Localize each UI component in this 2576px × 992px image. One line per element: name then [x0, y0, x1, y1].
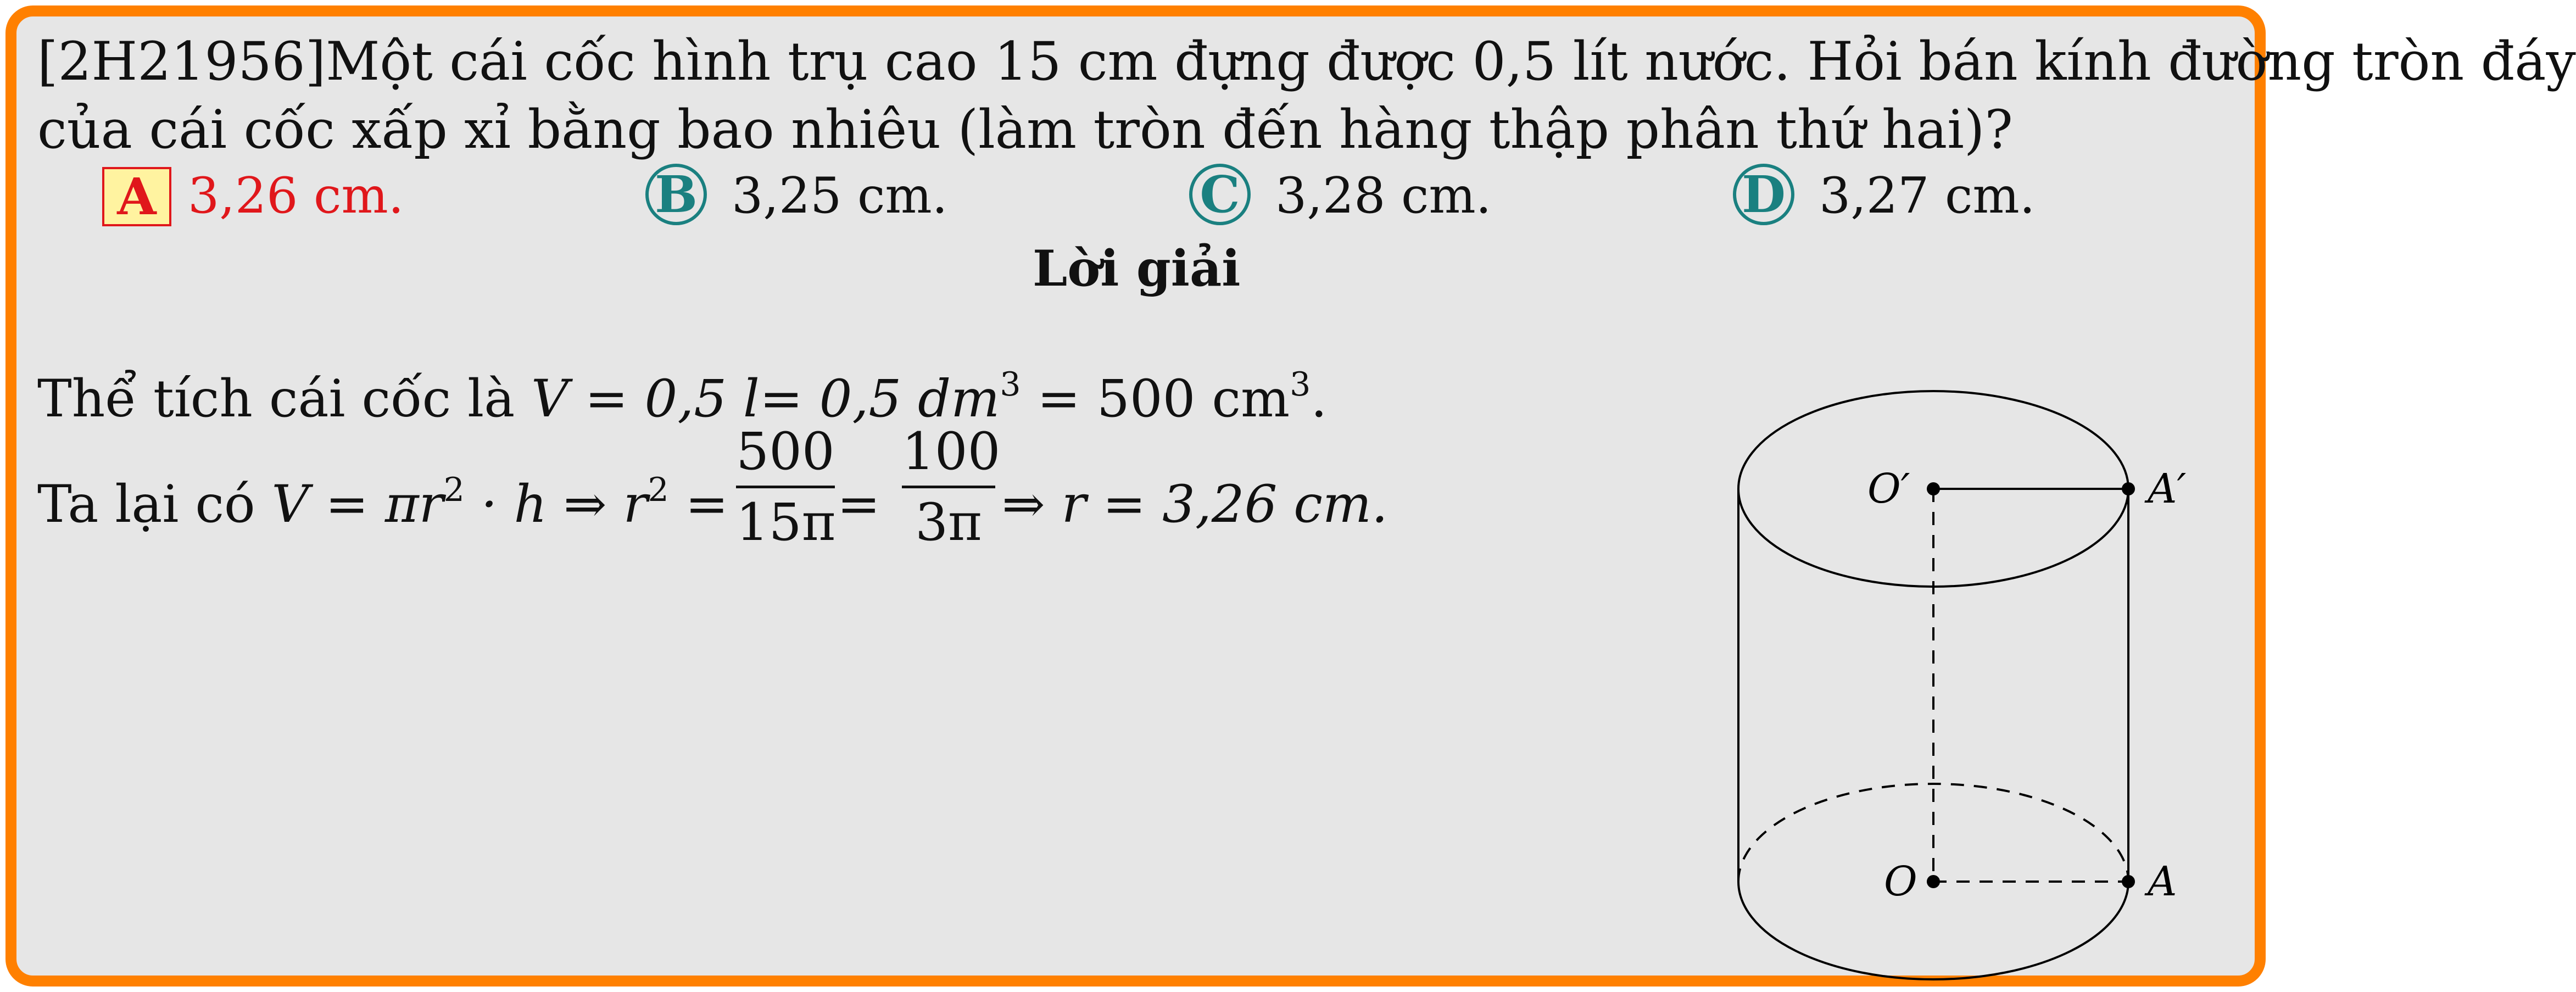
- fraction-2: [902, 422, 1001, 553]
- fraction-1-numerator: 500: [736, 422, 835, 482]
- exponent: 3: [1000, 365, 1021, 404]
- fraction-bar: [902, 486, 995, 488]
- choice-d-badge[interactable]: D: [1733, 164, 1794, 225]
- point-a-bottom: [2122, 875, 2135, 888]
- point-a-top: [2122, 482, 2135, 495]
- question-line-1: [2H21956]Một cái cốc hình trụ cao 15 cm đựng được 0,5 lít nước. Hỏi bán kính đường tròn đáy: [37, 31, 2576, 92]
- label-a-bottom: A: [2148, 858, 2177, 905]
- solution-line-2-prefix: Ta lại có: [37, 475, 272, 534]
- solution-line-2-start: [37, 471, 729, 534]
- square-exponent: 2: [443, 471, 465, 509]
- volume-formula: V = πr: [271, 475, 444, 534]
- implication: · h ⇒ r: [464, 475, 648, 534]
- solution-heading: Lời giải: [1033, 239, 1241, 298]
- volume-cm: = 500 cm: [1021, 369, 1290, 429]
- question-card: [5, 5, 2576, 987]
- result: ⇒ r = 3,26 cm.: [1002, 475, 1388, 534]
- equals-sign: =: [668, 475, 729, 534]
- fraction-1: [736, 422, 836, 553]
- choice-c-text[interactable]: 3,28 cm.: [1275, 167, 1492, 225]
- bottom-ellipse-front: [1738, 882, 2128, 979]
- solution-line-1-prefix: Thể tích cái cốc là: [37, 369, 532, 429]
- point-o-bottom: [1927, 875, 1940, 888]
- label-o-top: O′: [1867, 465, 1910, 512]
- fraction-2-numerator: 100: [902, 422, 1001, 482]
- solution-line-1: [37, 365, 1328, 429]
- equals-sign-2: =: [837, 475, 880, 534]
- choice-c-badge[interactable]: C: [1189, 164, 1251, 225]
- label-a-top: A′: [2148, 465, 2187, 512]
- fraction-2-denominator: 3π: [915, 493, 982, 553]
- fraction-1-denominator: 15π: [736, 493, 836, 553]
- square-exponent: 2: [648, 471, 669, 509]
- choice-d-text[interactable]: 3,27 cm.: [1819, 167, 2036, 225]
- label-o-bottom: O: [1884, 858, 1917, 905]
- point-o-top: [1927, 482, 1940, 495]
- cylinder-figure: [1719, 390, 2213, 950]
- period: .: [1311, 369, 1328, 429]
- choice-a-text[interactable]: 3,26 cm.: [188, 167, 404, 225]
- question-line-2: của cái cốc xấp xỉ bằng bao nhiêu (làm tròn đến hàng thập phân thứ hai)?: [37, 99, 2013, 160]
- volume-expression: V = 0,5 l= 0,5 dm: [531, 369, 1000, 429]
- choice-a-badge[interactable]: A: [102, 167, 171, 226]
- choice-b-text[interactable]: 3,25 cm.: [732, 167, 948, 225]
- choice-b-badge[interactable]: B: [645, 164, 707, 225]
- fraction-bar: [736, 486, 835, 488]
- exponent: 3: [1290, 365, 1311, 404]
